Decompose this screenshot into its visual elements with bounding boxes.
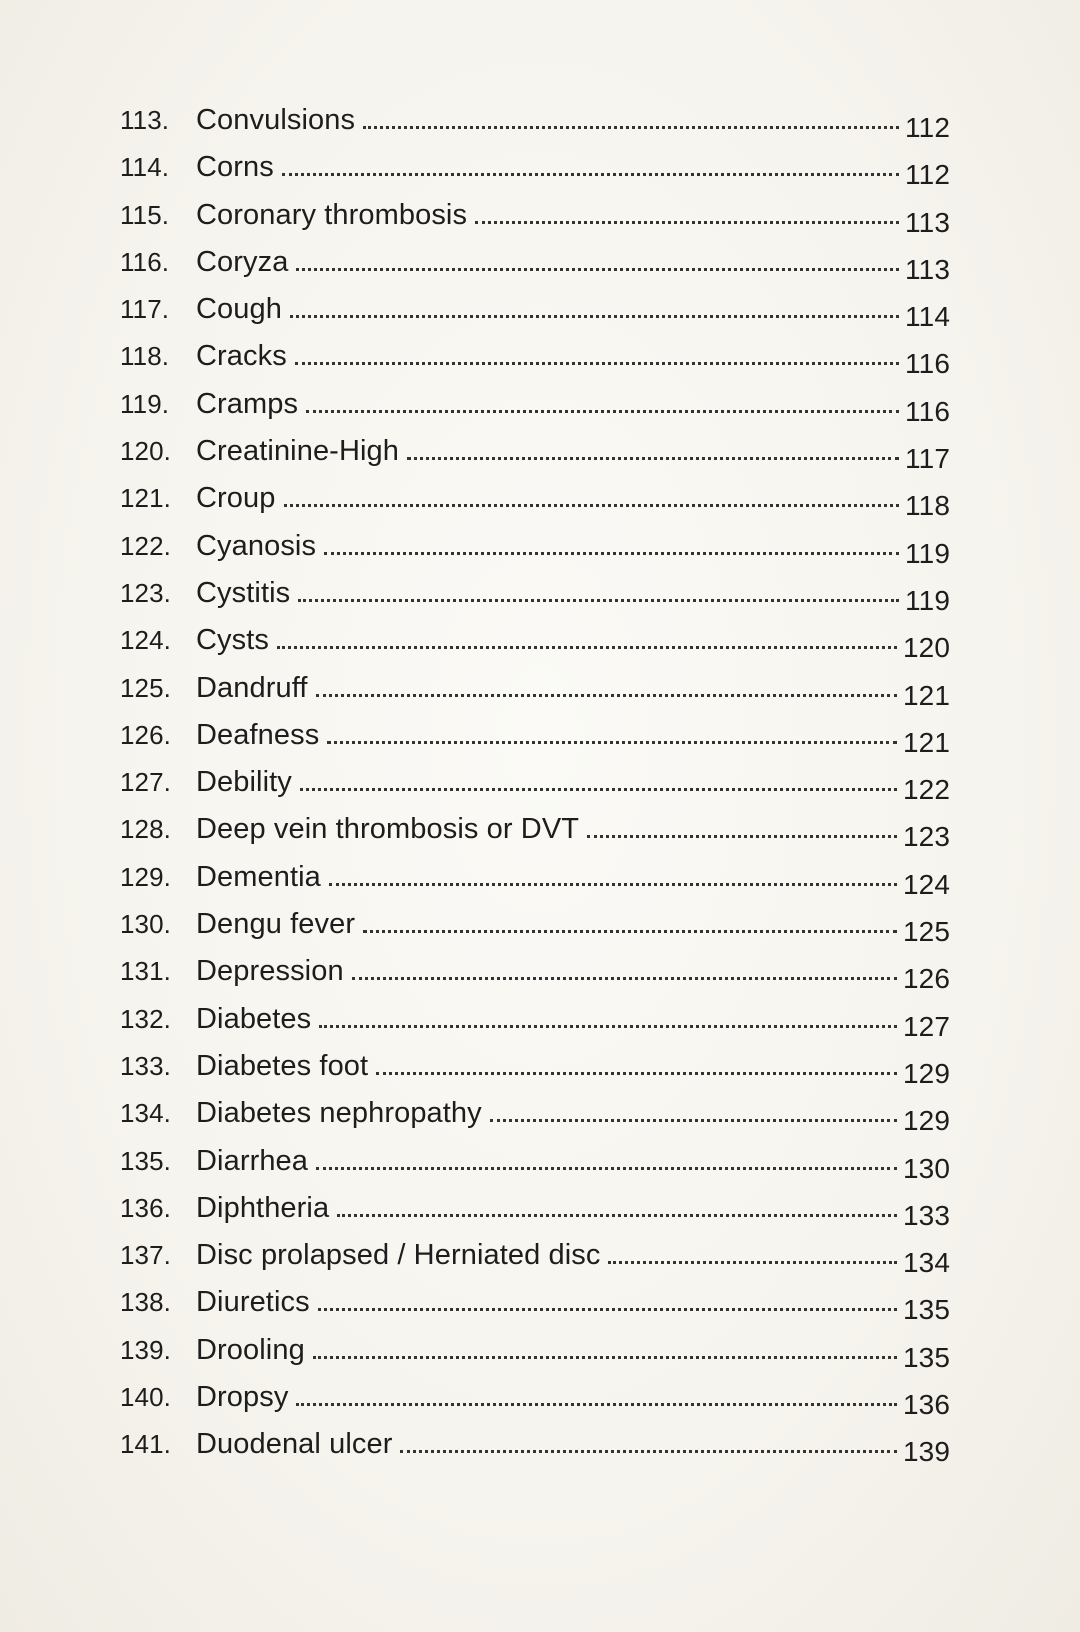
entry-title: Diphtheria bbox=[196, 1191, 330, 1224]
toc-entry bbox=[120, 1373, 950, 1420]
entry-number: 137. bbox=[120, 1240, 172, 1271]
entry-title: Diabetes bbox=[196, 1002, 312, 1035]
entry-page-number: 117 bbox=[905, 443, 950, 475]
toc-entry bbox=[120, 143, 950, 190]
entry-number: 130. bbox=[120, 909, 172, 940]
dot-leader bbox=[327, 741, 897, 744]
dot-leader bbox=[475, 221, 899, 224]
dot-leader bbox=[277, 646, 897, 649]
toc-entry bbox=[120, 238, 950, 285]
entry-title: Coryza bbox=[196, 245, 289, 278]
toc-entry bbox=[120, 427, 950, 474]
toc-entry bbox=[120, 1184, 950, 1231]
entry-page-number: 112 bbox=[905, 159, 950, 191]
entry-title: Cramps bbox=[196, 387, 299, 420]
dot-leader bbox=[298, 599, 899, 602]
dot-leader bbox=[313, 1356, 897, 1359]
entry-number: 120. bbox=[120, 436, 172, 467]
table-of-contents bbox=[120, 96, 950, 1468]
entry-page-number: 129 bbox=[902, 1105, 950, 1137]
entry-number: 115. bbox=[120, 199, 170, 230]
entry-title: Cough bbox=[196, 293, 282, 326]
entry-page-number: 116 bbox=[905, 395, 950, 427]
entry-page-number: 118 bbox=[905, 490, 950, 522]
dot-leader bbox=[376, 1072, 897, 1075]
entry-number: 118. bbox=[120, 341, 170, 372]
toc-entry bbox=[120, 711, 950, 758]
entry-title: Cysts bbox=[196, 624, 269, 657]
dot-leader bbox=[400, 1450, 896, 1453]
toc-entry bbox=[120, 569, 950, 616]
dot-leader bbox=[282, 173, 899, 176]
entry-number: 113. bbox=[120, 105, 170, 135]
toc-entry bbox=[120, 664, 950, 711]
entry-title: Creatinine-High bbox=[196, 435, 399, 468]
entry-page-number: 135 bbox=[902, 1341, 950, 1373]
dot-leader bbox=[296, 1403, 897, 1406]
entry-title: Disc prolapsed / Herniated disc bbox=[196, 1239, 601, 1272]
entry-page-number: 113 bbox=[905, 253, 950, 285]
entry-title: Diarrhea bbox=[196, 1144, 309, 1177]
toc-entry bbox=[120, 1137, 950, 1184]
entry-page-number: 125 bbox=[902, 916, 950, 948]
entry-title: Convulsions bbox=[196, 104, 356, 136]
dot-leader bbox=[490, 1119, 897, 1122]
entry-number: 114. bbox=[120, 152, 170, 183]
toc-entry bbox=[120, 96, 950, 143]
entry-number: 116. bbox=[120, 246, 170, 277]
entry-page-number: 112 bbox=[905, 112, 950, 143]
dot-leader bbox=[587, 835, 897, 838]
entry-number: 134. bbox=[120, 1098, 172, 1129]
dot-leader bbox=[306, 410, 899, 413]
toc-entry bbox=[120, 1326, 950, 1373]
toc-entry bbox=[120, 853, 950, 900]
entry-page-number: 116 bbox=[905, 348, 950, 380]
toc-entry bbox=[120, 474, 950, 521]
entry-title: Diabetes foot bbox=[196, 1049, 369, 1082]
entry-number: 117. bbox=[120, 294, 170, 325]
toc-entry bbox=[120, 1042, 950, 1089]
dot-leader bbox=[316, 1167, 897, 1170]
toc-entry bbox=[120, 332, 950, 379]
entry-title: Croup bbox=[196, 482, 276, 515]
entry-title: Corns bbox=[196, 151, 274, 184]
entry-title: Coronary thrombosis bbox=[196, 198, 468, 231]
entry-title: Dandruff bbox=[196, 671, 308, 704]
entry-page-number: 134 bbox=[902, 1247, 950, 1279]
entry-title: Dengu fever bbox=[196, 908, 356, 941]
entry-number: 132. bbox=[120, 1003, 172, 1034]
entry-number: 121. bbox=[120, 483, 172, 514]
entry-page-number: 129 bbox=[902, 1057, 950, 1089]
toc-entry bbox=[120, 616, 950, 663]
entry-number: 136. bbox=[120, 1192, 172, 1223]
entry-number: 125. bbox=[120, 672, 172, 703]
entry-page-number: 121 bbox=[902, 726, 950, 758]
entry-title: Cracks bbox=[196, 340, 287, 373]
dot-leader bbox=[363, 126, 899, 129]
entry-page-number: 136 bbox=[902, 1389, 950, 1421]
toc-entry bbox=[120, 1420, 950, 1467]
dot-leader bbox=[296, 268, 899, 271]
entry-number: 128. bbox=[120, 814, 172, 845]
entry-page-number: 123 bbox=[902, 821, 950, 853]
toc-entry bbox=[120, 522, 950, 569]
entry-number: 126. bbox=[120, 719, 172, 750]
dot-leader bbox=[318, 1308, 897, 1311]
entry-page-number: 130 bbox=[902, 1152, 950, 1184]
entry-title: Cyanosis bbox=[196, 529, 317, 562]
dot-leader bbox=[319, 1025, 897, 1028]
dot-leader bbox=[329, 883, 897, 886]
entry-page-number: 119 bbox=[905, 537, 950, 569]
entry-title: Drooling bbox=[196, 1333, 305, 1366]
dot-leader bbox=[608, 1261, 897, 1264]
entry-number: 138. bbox=[120, 1287, 172, 1318]
entry-page-number: 135 bbox=[902, 1294, 950, 1326]
entry-number: 129. bbox=[120, 861, 172, 892]
entry-number: 135. bbox=[120, 1145, 172, 1176]
toc-entry bbox=[120, 1231, 950, 1278]
entry-title: Debility bbox=[196, 766, 292, 799]
dot-leader bbox=[316, 694, 897, 697]
toc-entry bbox=[120, 285, 950, 332]
toc-entry bbox=[120, 995, 950, 1042]
entry-page-number: 119 bbox=[905, 584, 950, 616]
entry-number: 139. bbox=[120, 1334, 172, 1365]
toc-entry bbox=[120, 380, 950, 427]
entry-title: Depression bbox=[196, 955, 344, 988]
dot-leader bbox=[363, 930, 897, 933]
dot-leader bbox=[284, 504, 900, 507]
entry-page-number: 139 bbox=[902, 1436, 950, 1468]
entry-number: 131. bbox=[120, 956, 172, 987]
entry-number: 127. bbox=[120, 767, 172, 798]
entry-page-number: 122 bbox=[902, 774, 950, 806]
toc-entry bbox=[120, 947, 950, 994]
entry-page-number: 124 bbox=[902, 868, 950, 900]
entry-number: 140. bbox=[120, 1382, 172, 1413]
dot-leader bbox=[295, 362, 899, 365]
dot-leader bbox=[407, 457, 899, 460]
entry-page-number: 121 bbox=[902, 679, 950, 711]
entry-page-number: 114 bbox=[905, 301, 950, 333]
dot-leader bbox=[290, 315, 899, 318]
entry-title: Deep vein thrombosis or DVT bbox=[196, 813, 580, 846]
entry-page-number: 133 bbox=[902, 1199, 950, 1231]
entry-page-number: 126 bbox=[902, 963, 950, 995]
entry-page-number: 113 bbox=[905, 206, 950, 238]
entry-title: Cystitis bbox=[196, 576, 291, 609]
entry-number: 133. bbox=[120, 1050, 172, 1081]
toc-entry bbox=[120, 805, 950, 852]
toc-entry bbox=[120, 900, 950, 947]
entry-number: 124. bbox=[120, 625, 172, 656]
entry-title: Diabetes nephropathy bbox=[196, 1097, 482, 1130]
entry-title: Dropsy bbox=[196, 1381, 289, 1414]
entry-page-number: 120 bbox=[902, 632, 950, 664]
dot-leader bbox=[300, 788, 897, 791]
entry-title: Deafness bbox=[196, 718, 320, 751]
entry-title: Dementia bbox=[196, 860, 321, 893]
entry-number: 141. bbox=[120, 1429, 172, 1460]
entry-title: Diuretics bbox=[196, 1286, 310, 1319]
toc-entry bbox=[120, 1089, 950, 1136]
entry-page-number: 127 bbox=[902, 1010, 950, 1042]
dot-leader bbox=[324, 552, 899, 555]
toc-entry bbox=[120, 758, 950, 805]
dot-leader bbox=[337, 1214, 897, 1217]
toc-entry bbox=[120, 191, 950, 238]
dot-leader bbox=[352, 977, 897, 980]
entry-number: 122. bbox=[120, 530, 172, 561]
entry-title: Duodenal ulcer bbox=[196, 1428, 393, 1461]
entry-number: 119. bbox=[120, 388, 170, 419]
toc-entry bbox=[120, 1278, 950, 1325]
entry-number: 123. bbox=[120, 577, 172, 608]
